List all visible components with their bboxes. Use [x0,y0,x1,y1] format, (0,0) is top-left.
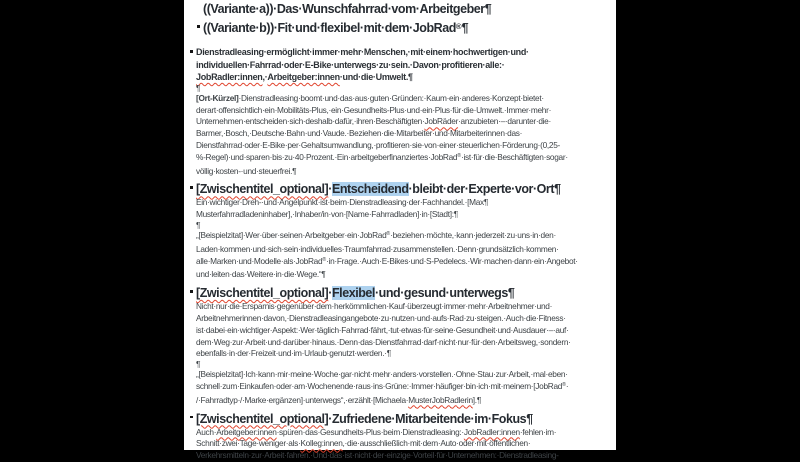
text-line [196,182,604,196]
text-line [196,46,604,59]
text-run: [Ort-Kürzel] [196,92,239,103]
text-line [196,116,604,128]
text-run: · [565,380,569,391]
pilcrow-mark: ¶ [461,21,469,35]
text-line [196,348,604,360]
paragraph-style-marker-icon [190,290,193,293]
registered-trademark-sign: ® [455,22,462,31]
text-line [196,221,604,230]
text-run: Laden·kommen·und·sich·sein·individuelles·Traumfahrrad·zusammenstellen.·Denn·grundsätzlich·kommen· [196,243,559,254]
heading-experte-vor-ort [196,182,604,196]
heading-zufriedene-mitarbeitende [196,412,604,426]
text-line [196,337,604,349]
text-run: Dienstradleasing·ermöglicht·immer·mehr·Menschen,·mit·einem·hochwertigen·und· [196,47,529,57]
body-paragraph-lead [196,93,604,178]
quote-paragraph-haendler [196,230,604,281]
text-run: · [328,182,332,197]
text-run: ·in·Frage.·Auch·E-Bikes·und·S-Pedelecs.·Wir·machen·dann·ein·Angebot· [326,255,578,266]
text-run: Schnitt·zwei·Tage·weniger·als· [196,438,301,449]
text-run: ((Variante·a))·Das·Wunschfahrrad·vom·Arbeitgeber [203,2,485,16]
text-line [196,93,604,105]
quote-paragraph-jobradlerin [196,369,604,406]
body-paragraph-fitness [196,301,604,360]
highlighted-text: Entscheidend [331,182,409,197]
text-line [196,301,604,313]
text-run: ·und·gesund·unterwegs [374,286,508,301]
spellcheck-flagged-text: Kolleg:innen [300,438,343,449]
pilcrow-mark: ¶ [484,2,492,16]
paragraph-style-marker-icon [190,186,193,189]
paragraph-style-marker-icon [197,25,200,28]
text-run: derart·offensichtlich·ein·Mobilitäts-Plus,·ein·Gesundheits-Plus·und·ein·Plus·für·die·Umwelt.·Immer·mehr· [196,104,552,115]
empty-paragraph [196,221,604,230]
text-line [196,71,604,84]
spellcheck-flagged-text: MusterJobRadlerin [408,394,473,405]
pilcrow-mark: ¶ [292,165,297,176]
pilcrow-mark: ¶ [483,197,489,208]
text-run: /·Fahrradtyp·/·Marke·ergänzen]·unterwegs“,·erzählt·[Michaela· [196,394,409,405]
text-line [196,360,604,369]
text-run: Verkehrsmitteln·zur·Arbeit·fahren.·Und·das·ist·nicht·der·einzige·Vorteil·für·Unternehmen:·Dienstradleasing- [196,450,559,461]
text-line [196,313,604,325]
text-line [196,105,604,117]
text-run: Dienstfahrrad·oder·E-Bike·per·Gehaltsumwandlung,·profitieren·sie·von·einer·steuerlichen·Förderung·(0,25- [196,139,560,150]
pilcrow-mark: ¶ [196,359,201,370]
text-line [196,412,604,426]
spellcheck-flagged-text: [Zwischentitel_optional] [196,182,329,197]
body-paragraph-gesundheitsplus [196,427,604,462]
text-line [196,230,604,244]
text-run: Musterfahrradladeninhaber],·Inhaber/in·von·[Name·Fahrradladen]·in·[Stadt]: [196,209,454,220]
text-line [196,59,604,72]
spellcheck-flagged-text: [Zwischentitel_optional] [196,411,329,426]
body-paragraph-fachhandel [196,197,604,221]
pilcrow-mark: ¶ [554,182,561,197]
text-line [196,325,604,337]
text-line [196,286,604,300]
spellcheck-flagged-text: JobRadler:innen [196,72,263,83]
pilcrow-mark: ¶ [321,269,326,280]
text-line [196,427,604,439]
text-line [196,84,604,93]
text-run: dem·Weg·zur·Arbeit·und·darüber·hinaus.·Denn·das·Dienstfahrrad·darf·nicht·nur·für·den·Arbeitsweg,·sondern· [196,336,571,347]
pilcrow-mark: ¶ [386,348,391,359]
text-line [196,369,604,381]
pilcrow-mark: ¶ [408,72,413,83]
text-run: ,· [262,72,268,83]
empty-paragraph [196,360,604,369]
text-run: alle·Marken·und·Modelle·als·JobRad [196,255,323,266]
text-line [203,21,604,37]
text-run: individuellen·Fahrrad·oder·E-Bike·unterwegs·zu·sein.·Davon·profitieren·alle:· [196,59,505,70]
text-run: ·fehlen·im· [519,426,557,437]
text-run: Auch· [196,426,217,437]
pilcrow-mark: ¶ [453,209,458,220]
text-run: %-Regel)·und·sparen·bis·zu·40·Prozent.·Ein·arbeitgeberfinanziertes·JobRad [196,151,458,162]
registered-trademark-sign: ® [457,152,462,159]
pilcrow-mark: ¶ [507,286,515,301]
text-line [196,269,604,281]
text-run: · [328,286,332,301]
text-line [196,166,604,178]
text-line [196,152,604,166]
text-line [196,450,604,462]
text-line [203,2,604,16]
text-run: ist·dabei·ein·wichtiger·Aspekt:·Wer·täglich·Fahrrad·fährt,·tut·etwas·für·seine·Gesundheit·und·Ausdauer·–·auf· [196,324,569,335]
spellcheck-flagged-text: JobRadler:innen [463,426,520,437]
intro-paragraph [196,46,604,84]
text-run: und·leiten·das·Weitere·in·die·Wege.“ [196,269,322,280]
text-run: völlig·kosten-·und·steuerfrei. [196,165,293,176]
text-line [196,244,604,256]
text-line [196,209,604,221]
text-run: Unternehmen·entscheiden·sich·deshalb·dafür,·ihren·Beschäftigten· [196,116,425,127]
registered-trademark-sign: ® [386,230,391,237]
text-run: ·anzubieten·–·darunter·die· [458,116,551,127]
text-run: ·Zufriedene·Mitarbeitende·im·Fokus [328,411,527,426]
text-run: ,·die·ausschließlich·mit·dem·Auto·oder·mit·öffentlichen· [342,438,531,449]
heading-flexibel-gesund [196,286,604,300]
text-line [196,395,604,407]
text-run: Arbeitnehmerinnen·davon,·Dienstradleasingangebote·zu·nutzen·und·aufs·Rad·zu·steigen.·Auch·die·Fitness· [196,312,566,323]
pilcrow-mark: ¶ [476,394,481,405]
registered-trademark-sign: ® [562,381,566,388]
text-run: Barmer,·Bosch,·Deutsche·Bahn·und·Vaude.·Beziehen·die·Mitarbeiter·und·Mitarbeiterinnen·das· [196,128,523,139]
text-run: Nicht·nur·die·Ersparnis·gegenüber·dem·herkömmlichen·Kauf·überzeugt·immer·mehr·Arbeitnehmer·und· [196,301,553,312]
heading-variante-b [203,21,604,37]
text-line [196,140,604,152]
pilcrow-mark: ¶ [196,219,201,230]
text-line [196,197,604,209]
spellcheck-flagged-text: [Zwischentitel_optional] [196,286,329,301]
text-run: „[Beispielzitat]·Wer·über·seinen·Arbeitgeber·ein·JobRad [196,229,387,240]
spellcheck-flagged-text: Arbeitgeber:innen [267,72,340,83]
text-line [196,128,604,140]
text-line [196,381,604,395]
heading-variante-a [203,2,604,16]
pilcrow-mark: ¶ [196,82,201,93]
text-run: ·und·die·Umwelt. [339,72,409,83]
text-run: ·beziehen·möchte,·kann·jederzeit·zu·uns·in·den· [390,229,556,240]
paragraph-style-marker-icon [190,50,193,53]
text-run: ((Variante·b))·Fit·und·flexibel·mit·dem·JobRad [203,21,456,35]
text-line [196,438,604,450]
text-run: ]. [472,394,477,405]
registered-trademark-sign: ® [322,256,327,263]
document-page[interactable] [184,0,616,461]
text-run: ebenfalls·in·der·Freizeit·und·im·Urlaub·genutzt·werden.· [196,348,387,359]
text-run: ·ist·für·die·Beschäftigten·sogar· [461,151,568,162]
spellcheck-flagged-text: JobRäder [424,116,459,127]
text-line [196,256,604,270]
text-run: ·bleibt·der·Experte·vor·Ort [408,182,555,197]
text-run: ·Dienstradleasing·boomt·und·das·aus·guten·Gründen:·Kaum·ein·anderes·Konzept·bietet· [238,92,544,103]
text-run: ·spüren·das·Gesundheits-Plus·beim·Dienstradleasing:· [276,426,464,437]
text-run: „[Beispielzitat]·Ich·kann·mir·meine·Woche·gar·nicht·mehr·anders·vorstellen.·Ohne·Stau·zur·Arbeit,·mal·eben· [196,369,568,380]
pilcrow-mark: ¶ [526,411,533,426]
empty-paragraph [196,84,604,93]
text-run: schnell·zum·Einkaufen·oder·am·Wochenende·raus·ins·Grüne:·Immer·häufiger·bin·ich·mit·meinem·[JobRad [196,380,563,391]
paragraph-style-marker-icon [190,416,193,419]
highlighted-text: Flexibel [331,286,375,301]
text-run: Ein·wichtiger·Dreh-·und·Angelpunkt·ist·beim·Dienstradleasing·der·Fachhandel.·[Max [196,197,484,208]
spellcheck-flagged-text: Arbeitgeber:innen [216,426,277,437]
